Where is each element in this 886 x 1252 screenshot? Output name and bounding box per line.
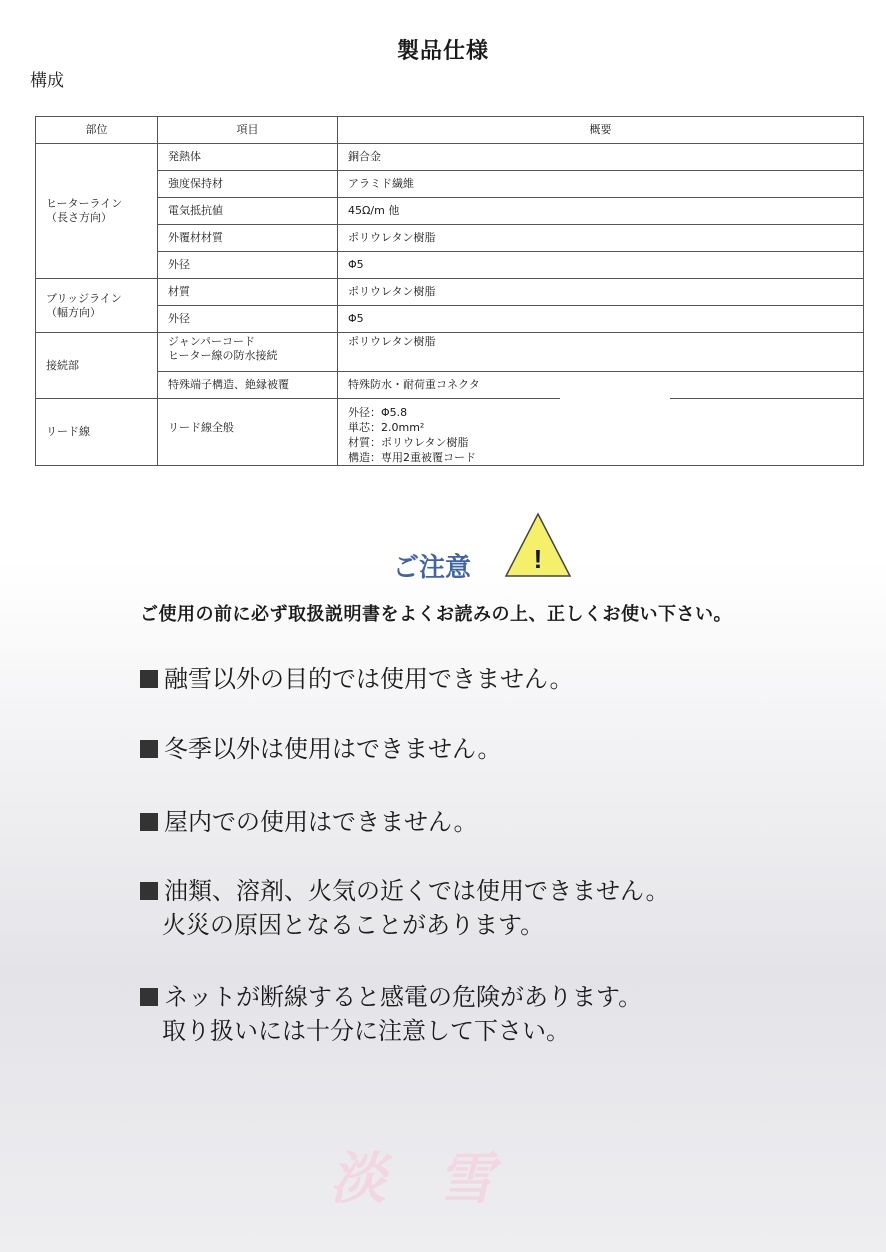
warning-item: 冬季以外は使用はできません。 [140,732,501,766]
table-row [36,372,864,399]
table-row [36,198,864,225]
scan-artifact [550,496,750,504]
desc-cell: Φ5 [338,306,864,333]
desc-cell: 銅合金 [338,144,864,171]
table-row [36,225,864,252]
notice-heading: ご注意 [393,553,472,583]
scan-artifact [560,397,670,403]
part-cell-bridge: ブリッジライン （幅方向） [36,279,158,333]
notice-intro: ご使用の前に必ず取扱説明書をよくお読みの上、正しくお使い下さい。 [140,604,732,625]
part-cell-lead: リード線 [36,399,158,466]
warning-item: 屋内での使用はできません。 [140,805,477,839]
section-label: 構成 [30,71,64,91]
item-cell: 特殊端子構造、絶縁被覆 [158,372,338,399]
table-row [36,399,864,466]
square-bullet-icon [140,670,158,688]
part-cell-heater: ヒーターライン （長さ方向） [36,144,158,279]
desc-cell: 特殊防水・耐荷重コネクタ [338,372,864,399]
item-cell: 強度保持材 [158,171,338,198]
item-cell: ジャンパーコード ヒーター線の防水接続 [158,333,338,372]
spec-table [35,116,864,466]
item-cell: 電気抵抗値 [158,198,338,225]
item-cell: 発熱体 [158,144,338,171]
item-cell: 外径 [158,252,338,279]
warning-item: ネットが断線すると感電の危険があります。 取り扱いには十分に注意して下さい。 [140,980,642,1048]
warning-mark: ! [533,544,543,574]
table-row [36,171,864,198]
square-bullet-icon [140,882,158,900]
desc-cell: アラミド繊維 [338,171,864,198]
desc-cell: Φ5 [338,252,864,279]
desc-cell: 外径：Φ5.8 単芯：2.0mm² 材質：ポリウレタン樹脂 構造：専用2重被覆コード [338,399,864,466]
table-row [36,252,864,279]
table-row [36,333,864,372]
square-bullet-icon [140,813,158,831]
warning-item: 油類、溶剤、火気の近くでは使用できません。 火災の原因となることがあります。 [140,874,669,942]
square-bullet-icon [140,988,158,1006]
desc-cell: ポリウレタン樹脂 [338,225,864,252]
desc-cell: ポリウレタン樹脂 [338,279,864,306]
table-row [36,279,864,306]
item-cell: 外覆材材質 [158,225,338,252]
header-desc: 概要 [338,117,864,144]
brand-logo: 淡雪 [330,1146,546,1212]
header-item: 項目 [158,117,338,144]
table-header-row [36,117,864,144]
desc-cell: 45Ω/m 他 [338,198,864,225]
warning-item: 融雪以外の目的では使用できません。 [140,662,573,696]
desc-cell: ポリウレタン樹脂 [338,333,864,372]
part-cell-connection: 接続部 [36,333,158,399]
table-row [36,144,864,171]
item-cell: 外径 [158,306,338,333]
table-row [36,306,864,333]
square-bullet-icon [140,740,158,758]
item-cell: リード線全般 [158,399,338,466]
header-part: 部位 [36,117,158,144]
item-cell: 材質 [158,279,338,306]
page-title: 製品仕様 [396,39,489,64]
warning-triangle-icon [504,512,572,578]
